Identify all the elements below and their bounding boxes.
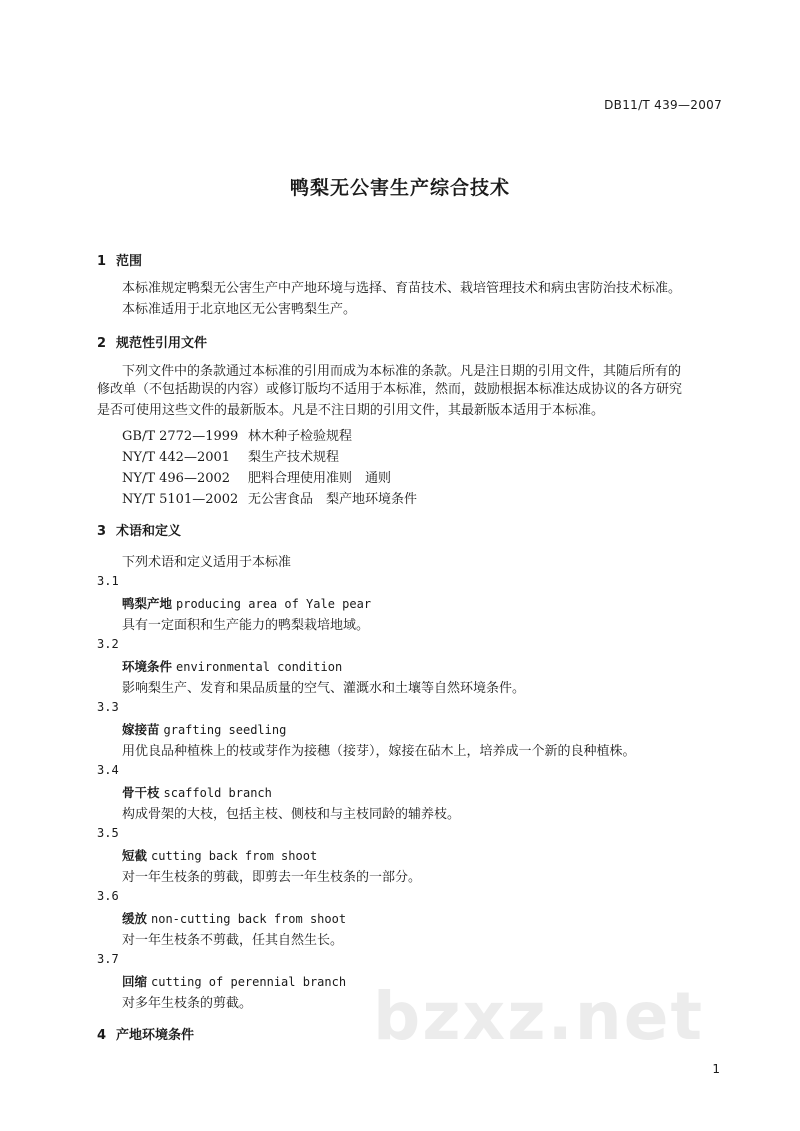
paragraph: 下列术语和定义适用于本标准 bbox=[122, 555, 292, 570]
term-zh: 骨干枝 bbox=[122, 785, 160, 800]
term-number: 3.5 bbox=[97, 826, 119, 840]
section-title: 规范性引用文件 bbox=[116, 336, 208, 351]
term-zh: 缓放 bbox=[122, 911, 148, 926]
paragraph: 本标准适用于北京地区无公害鸭梨生产。 bbox=[122, 302, 357, 317]
section-number: 4 bbox=[97, 1028, 107, 1043]
section-number: 3 bbox=[97, 524, 107, 539]
term-definition: 具有一定面积和生产能力的鸭梨栽培地域。 bbox=[122, 618, 370, 633]
reference-item bbox=[122, 488, 417, 507]
paragraph-line: 下列文件中的条款通过本标准的引用而成为本标准的条款。凡是注日期的引用文件，其随后所有的 bbox=[122, 364, 682, 379]
term-number: 3.1 bbox=[97, 574, 119, 588]
section-title: 范围 bbox=[116, 254, 143, 269]
term-en: cutting back from shoot bbox=[151, 849, 318, 863]
reference-code: NY/T 5101—2002 bbox=[122, 492, 239, 507]
term-definition: 影响梨生产、发育和果品质量的空气、灌溉水和土壤等自然环境条件。 bbox=[122, 681, 526, 696]
term-number: 3.7 bbox=[97, 952, 119, 966]
term-zh: 环境条件 bbox=[122, 659, 173, 674]
section-heading bbox=[97, 250, 142, 269]
term-title bbox=[122, 783, 272, 801]
term-en: cutting of perennial branch bbox=[151, 975, 347, 989]
reference-title: 无公害食品 梨产地环境条件 bbox=[248, 492, 418, 507]
term-number: 3.2 bbox=[97, 637, 119, 651]
page-title: 鸭梨无公害生产综合技术 bbox=[289, 177, 510, 199]
reference-title: 肥料合理使用准则 通则 bbox=[248, 471, 392, 486]
term-number: 3.4 bbox=[97, 763, 119, 777]
reference-item bbox=[122, 467, 391, 486]
term-number: 3.3 bbox=[97, 700, 119, 714]
reference-code: NY/T 442—2001 bbox=[122, 450, 231, 465]
reference-title: 梨生产技术规程 bbox=[248, 450, 340, 465]
term-title bbox=[122, 720, 286, 738]
term-title bbox=[122, 972, 346, 990]
term-number: 3.6 bbox=[97, 889, 119, 903]
term-definition: 对一年生枝条的剪截，即剪去一年生枝条的一部分。 bbox=[122, 870, 422, 885]
term-title bbox=[122, 594, 371, 612]
paragraph-line: 修改单（不包括勘误的内容）或修订版均不适用于本标准，然而，鼓励根据本标准达成协议的各方研究 bbox=[97, 382, 683, 397]
term-zh: 回缩 bbox=[122, 974, 148, 989]
section-title: 术语和定义 bbox=[116, 524, 182, 539]
term-zh: 鸭梨产地 bbox=[122, 596, 173, 611]
term-title bbox=[122, 909, 346, 927]
term-definition: 用优良品种植株上的枝或芽作为接穗（接芽），嫁接在砧木上，培养成一个新的良种植株。 bbox=[122, 744, 636, 759]
term-en: non-cutting back from shoot bbox=[151, 912, 347, 926]
reference-item bbox=[122, 425, 352, 444]
page-number: 1 bbox=[712, 1062, 720, 1076]
term-en: scaffold branch bbox=[163, 786, 272, 800]
term-definition: 对一年生枝条不剪截，任其自然生长。 bbox=[122, 933, 344, 948]
term-definition: 构成骨架的大枝，包括主枝、侧枝和与主枝同龄的辅养枝。 bbox=[122, 807, 461, 822]
term-title bbox=[122, 846, 317, 864]
reference-title: 林木种子检验规程 bbox=[248, 429, 353, 444]
section-number: 1 bbox=[97, 254, 107, 269]
term-zh: 嫁接苗 bbox=[122, 722, 160, 737]
watermark: bzxz.net bbox=[373, 978, 705, 1055]
section-heading bbox=[97, 520, 181, 539]
term-title bbox=[122, 657, 342, 675]
section-heading bbox=[97, 1024, 194, 1043]
term-en: environmental condition bbox=[176, 660, 343, 674]
document-number: DB11/T 439—2007 bbox=[604, 98, 722, 112]
term-zh: 短截 bbox=[122, 848, 148, 863]
term-definition: 对多年生枝条的剪截。 bbox=[122, 996, 253, 1011]
term-en: producing area of Yale pear bbox=[176, 597, 372, 611]
reference-item bbox=[122, 446, 339, 465]
paragraph-line: 是否可使用这些文件的最新版本。凡是不注日期的引用文件，其最新版本适用于本标准。 bbox=[97, 403, 605, 418]
section-number: 2 bbox=[97, 336, 107, 351]
reference-code: GB/T 2772—1999 bbox=[122, 429, 239, 444]
section-heading bbox=[97, 332, 207, 351]
reference-code: NY/T 496—2002 bbox=[122, 471, 231, 486]
paragraph: 本标准规定鸭梨无公害生产中产地环境与选择、育苗技术、栽培管理技术和病虫害防治技术标准。 bbox=[122, 281, 682, 296]
section-title: 产地环境条件 bbox=[116, 1028, 195, 1043]
term-en: grafting seedling bbox=[163, 723, 287, 737]
